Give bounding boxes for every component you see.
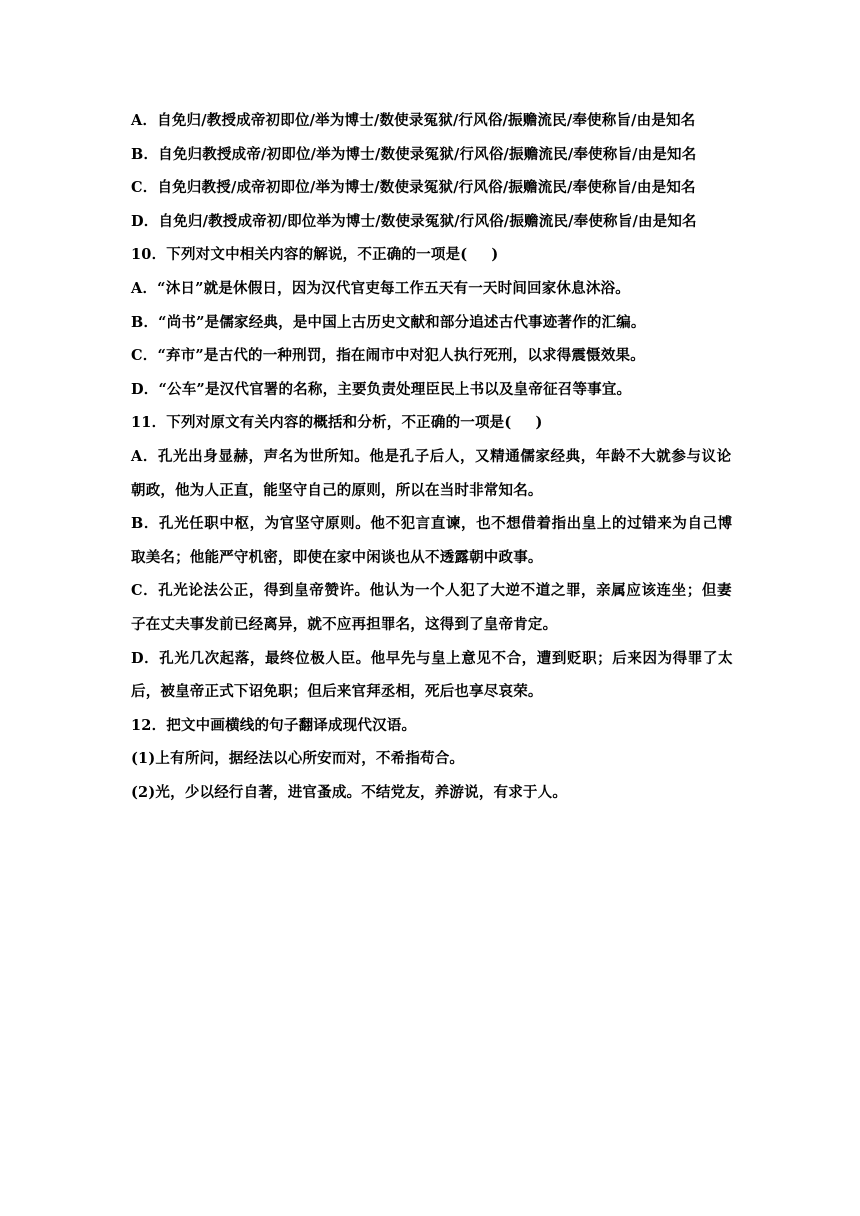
option-letter: D． (131, 380, 159, 398)
item-text: 光，少以经行自著，进官蚤成。不结党友，养游说，有求于人。 (155, 783, 568, 801)
option-text: 孔光论法公正，得到皇帝赞许。他认为一个人犯了大逆不道之罪，亲属应该连坐；但妻 (158, 582, 733, 600)
option-text: “沐日”就是休假日，因为汉代官吏每工作五天有一天时间回家休息沐浴。 (157, 279, 630, 297)
item-number: (2) (131, 783, 156, 801)
option-letter: A． (131, 279, 158, 297)
question-stem-suffix: ) (491, 246, 499, 264)
option-text: 自免归/教授成帝初/即位举为博士/数使录冤狱/行风俗/振赡流民/奉使称旨/由是知名 (158, 212, 697, 230)
option-letter: D． (131, 212, 159, 230)
q11-stem (131, 410, 731, 444)
item-text: 上有所问，据经法以心所安而对，不希指苟合。 (155, 750, 465, 768)
option-text: “弃市”是古代的一种刑罚，指在闹市中对犯人执行死刑，以求得震慑效果。 (157, 347, 645, 365)
option-text-continued: 朝政，他为人正直，能坚守自己的原则，所以在当时非常知名。 (131, 481, 543, 499)
q9-option-b (131, 142, 731, 176)
q11-option-b-line2 (131, 545, 731, 579)
option-text: 孔光出身显赫，声名为世所知。他是孔子后人，又精通儒家经典，年龄不大就参与议论 (157, 447, 732, 465)
q12-stem (131, 713, 731, 747)
question-stem-prefix: 11．下列对原文有关内容的概括和分析，不正确的一项是( (131, 414, 512, 432)
question-stem: 12．把文中画横线的句子翻译成现代汉语。 (131, 716, 417, 734)
question-stem-prefix: 10．下列对文中相关内容的解说，不正确的一项是( (131, 246, 468, 264)
item-number: (1) (131, 750, 156, 768)
q12-item-2 (131, 780, 731, 814)
option-text-continued: 取美名；他能严守机密，即使在家中闲谈也从不透露朝中政事。 (131, 548, 543, 566)
q9-option-c (131, 175, 731, 209)
option-letter: C． (131, 347, 158, 365)
question-stem-suffix: ) (535, 414, 543, 432)
option-text: “公车”是汉代官署的名称，主要负责处理臣民上书以及皇帝征召等事宜。 (158, 380, 632, 398)
q11-option-c-line2 (131, 612, 731, 646)
option-letter: A． (131, 112, 158, 129)
q9-option-d (131, 209, 731, 243)
option-letter: C． (131, 179, 158, 197)
q12-item-1 (131, 746, 731, 780)
q10-option-d (131, 377, 731, 411)
option-letter: A． (131, 447, 158, 465)
q11-option-d-line2 (131, 679, 731, 713)
option-text: 孔光任职中枢，为官坚守原则。他不犯言直谏，也不想借着指出皇上的过错来为自己博 (158, 515, 733, 533)
option-letter: B． (131, 145, 159, 163)
option-text: 自免归教授成帝/初即位/举为博士/数使录冤狱/行风俗/振赡流民/奉使称旨/由是知名 (158, 145, 697, 163)
q10-option-c (131, 343, 731, 377)
option-text-continued: 后，被皇帝正式下诏免职；但后来官拜丞相，死后也享尽哀荣。 (131, 683, 543, 701)
q11-option-c-line1 (131, 578, 731, 612)
q11-option-a-line1 (131, 444, 731, 478)
q11-option-b-line1 (131, 511, 731, 545)
option-letter: C． (131, 582, 159, 600)
question-content (131, 108, 734, 813)
q10-stem (131, 242, 731, 276)
q10-option-b (131, 310, 731, 344)
option-letter: B． (131, 313, 159, 331)
option-letter: D． (131, 649, 160, 667)
q10-option-a (131, 276, 731, 310)
option-text-continued: 子在丈夫事发前已经离异，就不应再担罪名，这得到了皇帝肯定。 (131, 615, 558, 633)
q11-option-d-line1 (131, 646, 734, 680)
option-text: “尚书”是儒家经典，是中国上古历史文献和部分追述古代事迹著作的汇编。 (158, 313, 646, 331)
option-letter: B． (131, 515, 159, 533)
option-text: 孔光几次起落，最终位极人臣。他早先与皇上意见不合，遭到贬职；后来因为得罪了太 (159, 649, 734, 667)
q9-option-a (131, 108, 731, 142)
option-text: 自免归教授/成帝初即位/举为博士/数使录冤狱/行风俗/振赡流民/奉使称旨/由是知名 (157, 179, 696, 197)
q11-option-a-line2 (131, 478, 731, 512)
option-text: 自免归/教授成帝初即位/举为博士/数使录冤狱/行风俗/振赡流民/奉使称旨/由是知名 (157, 112, 696, 129)
